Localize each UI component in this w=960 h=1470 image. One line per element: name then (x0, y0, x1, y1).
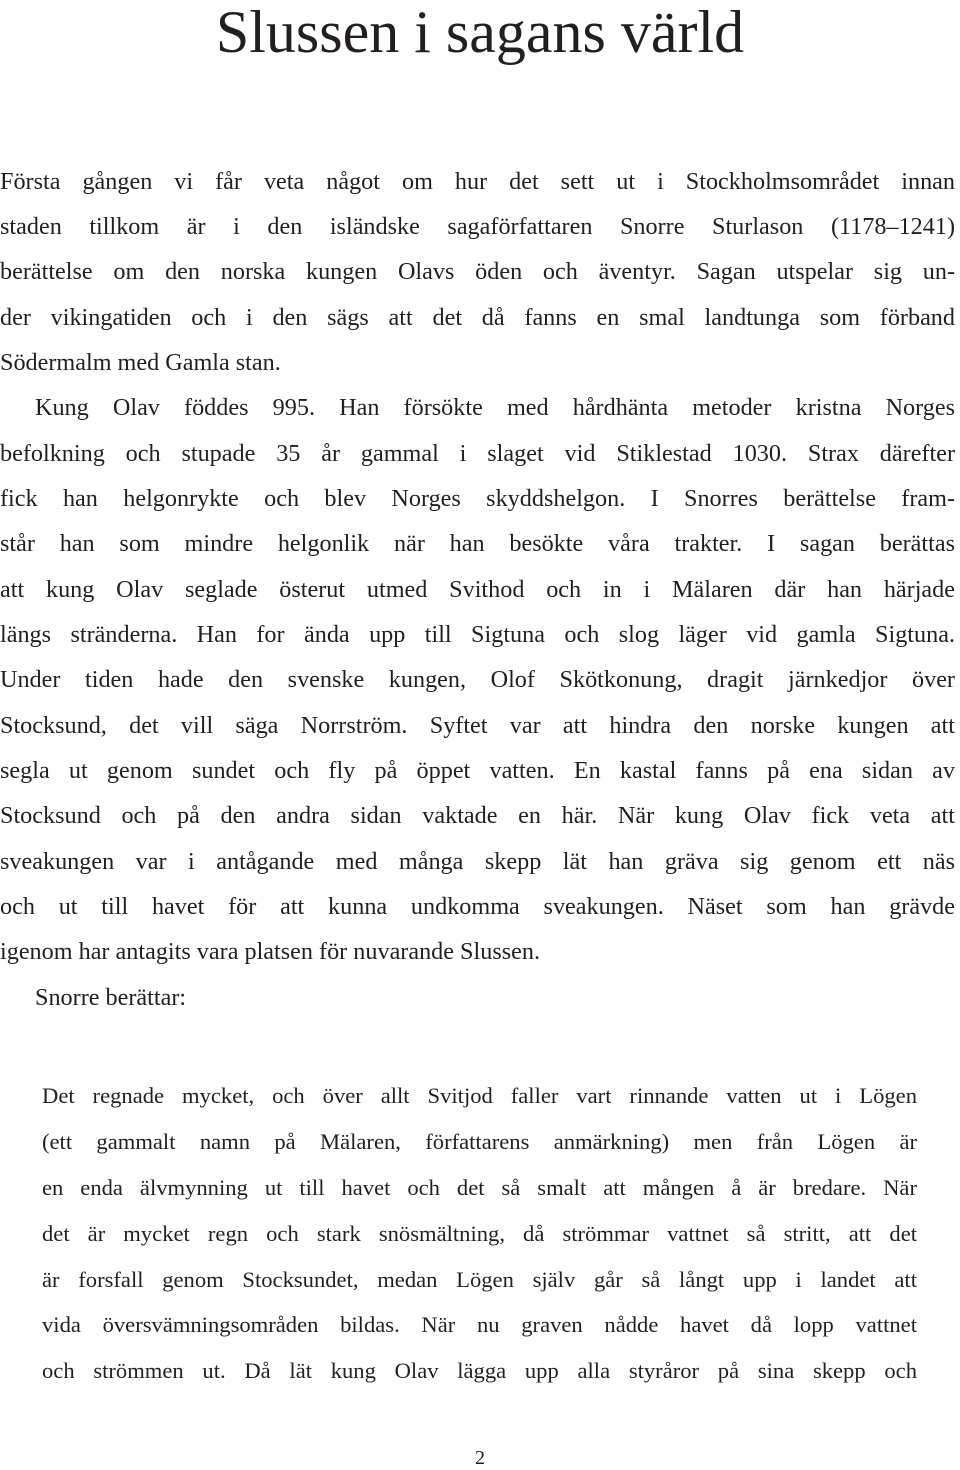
body-line: Stocksund och på den andra sidan vaktade en här. När kung Olav fick veta att (0, 802, 955, 829)
quote-line: och strömmen ut. Då lät kung Olav lägga upp alla styråror på sina skepp och (42, 1358, 917, 1383)
body-line: Stocksund, det vill säga Norrström. Syftet var att hindra den norske kungen att (0, 712, 955, 739)
body-line: Första gången vi får veta något om hur det sett ut i Stockholmsområdet innan (0, 168, 955, 195)
page-number: 2 (475, 1447, 485, 1469)
body-line: segla ut genom sundet och fly på öppet vatten. En kastal fanns på ena sidan av (0, 757, 955, 784)
body-line: befolkning och stupade 35 år gammal i slaget vid Stiklestad 1030. Strax därefter (0, 440, 955, 467)
body-line: längs stränderna. Han for ända upp till Sigtuna och slog läger vid gamla Sigtuna. (0, 621, 955, 648)
quote-line: en enda älvmynning ut till havet och det så smalt att mången å är bredare. När (42, 1175, 917, 1200)
body-line: sveakungen var i antågande med många skepp lät han gräva sig genom ett näs (0, 848, 955, 875)
body-line: der vikingatiden och i den sägs att det då fanns en smal landtunga som förband (0, 304, 955, 331)
body-line: står han som mindre helgonlik när han besökte våra trakter. I sagan berättas (0, 530, 955, 557)
body-line: igenom har antagits vara platsen för nuvarande Slussen. (0, 938, 541, 965)
body-line: staden tillkom är i den isländske sagaförfattaren Snorre Sturlason (1178–1241) (0, 213, 955, 240)
body-line: och ut till havet för att kunna undkomma sveakungen. Näset som han grävde (0, 893, 955, 920)
body-line: fick han helgonrykte och blev Norges skyddshelgon. I Snorres berättelse fram- (0, 485, 955, 512)
quote-line: är forsfall genom Stocksundet, medan Lögen själv går så långt upp i landet att (42, 1267, 917, 1292)
body-line: berättelse om den norska kungen Olavs öden och äventyr. Sagan utspelar sig un- (0, 258, 955, 285)
page-title: Slussen i sagans värld (215, 0, 745, 65)
body-line: Under tiden hade den svenske kungen, Olof Skötkonung, dragit järnkedjor över (0, 666, 955, 693)
body-line: Snorre berättar: (35, 984, 187, 1011)
body-line: Södermalm med Gamla stan. (0, 349, 281, 376)
quote-line: vida översvämningsområden bildas. När nu graven nådde havet då lopp vattnet (42, 1312, 917, 1337)
quote-line: Det regnade mycket, och över allt Svitjod faller vart rinnande vatten ut i Lögen (42, 1083, 917, 1108)
quote-line: (ett gammalt namn på Mälaren, författarens anmärkning) men från Lögen är (42, 1129, 917, 1154)
body-line: Kung Olav föddes 995. Han försökte med hårdhänta metoder kristna Norges (35, 394, 955, 421)
body-line: att kung Olav seglade österut utmed Svithod och in i Mälaren där han härjade (0, 576, 955, 603)
quote-line: det är mycket regn och stark snösmältning, då strömmar vattnet så stritt, att det (42, 1221, 917, 1246)
